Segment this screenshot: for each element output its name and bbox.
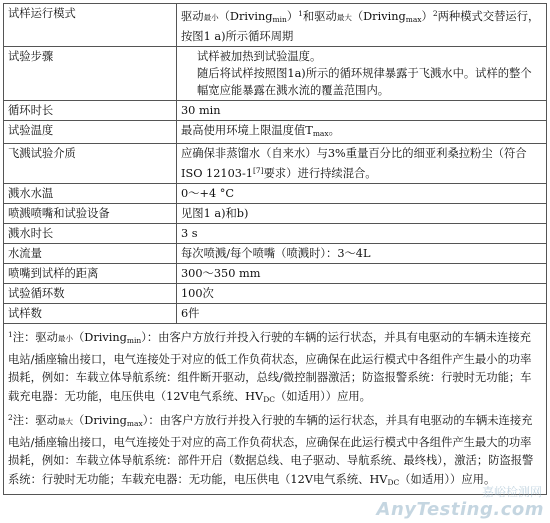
steps-p1: 试样被加热到试验温度。 [197, 50, 322, 63]
table-row [4, 101, 547, 121]
row-value: 100次 [177, 284, 547, 304]
footnotes [4, 324, 547, 495]
footnote-1: $^1$注：驱动最小（Driving$_{min}$）：由客户方放行并投入行驶的车辆的运行状态，并具有电驱动的车辆未连接充电站/插座输出接口，电气连接处于对应的低工作负荷状态，应确保在此运行模式中各组件产生最小的功率损耗，例如：车载立体导航系统：组件断开驱动，总线/微控制器激活；防盗报警系统：行驶时无功能；车载充电器：无功能，电压供电（12V电气系统、$HV_{DC}$（如适用））应用。 [8, 330, 532, 404]
watermark-cn: 嘉峪检测网 [481, 485, 542, 499]
test-parameter-table [3, 3, 547, 495]
row-value: 3 s [177, 224, 547, 244]
watermark-logo: AnyTesting.com [376, 499, 544, 520]
table-row [4, 324, 547, 495]
row-key: 试样运行模式 [4, 4, 177, 47]
row-value: 每次喷溅/每个喷嘴（喷溅时）：3～4L [177, 244, 547, 264]
row-key: 喷溅喷嘴和试验设备 [4, 204, 177, 224]
row-key: 循环时长 [4, 101, 177, 121]
row-key: 水流量 [4, 244, 177, 264]
row-value-mode: 驱动最小（Driving$_{min}$）$^1$和驱动最大（Driving$_{max}$）$^2$两种模式交替运行，按图1 a)所示循环周期 [177, 4, 547, 47]
row-key: 溅水时长 [4, 224, 177, 244]
row-value-temperature: 最高使用环境上限温度值$T_{max}$。 [177, 121, 547, 144]
row-key: 飞溅试验介质 [4, 144, 177, 184]
row-key: 试验步骤 [4, 47, 177, 101]
row-value-medium: 应确保非蒸馏水（自来水）与3%重量百分比的细亚利桑拉粉尘（符合ISO 12103-1[7]要求）进行持续混合。 [177, 144, 547, 184]
row-value: 0～+4 °C [177, 184, 547, 204]
table-row [4, 184, 547, 204]
steps-p2: 随后将试样按照图1a)所示的循环规律暴露于飞溅水中。试样的整个幅宽应能暴露在溅水流的覆盖范围内。 [197, 67, 532, 97]
row-key: 喷嘴到试样的距离 [4, 264, 177, 284]
table-row [4, 224, 547, 244]
table-row [4, 4, 547, 47]
table-row [4, 144, 547, 184]
table-row [4, 204, 547, 224]
table-row [4, 121, 547, 144]
row-value: 30 min [177, 101, 547, 121]
row-value: 见图1 a)和b) [177, 204, 547, 224]
row-key: 试验温度 [4, 121, 177, 144]
footnote-2: $^2$注：驱动最大（Driving$_{max}$）：由客户方放行并投入行驶的车辆的运行状态，并具有电驱动的车辆未连接充电站/插座输出接口，电气连接处于对应的高工作负荷状态，应确保在此运行模式中各组件产生最大的功率损耗，例如：车载立体导航系统：部件开启（数据总线、电子驱动、导航系统、最终栈），激活；防盗报警系统：行驶时无功能；车载充电器：无功能，电压供电（12V电气系统、$HV_{DC}$（如适用））应用。 [8, 413, 534, 487]
row-value: 6件 [177, 304, 547, 324]
row-value: 300～350 mm [177, 264, 547, 284]
row-key: 试验循环数 [4, 284, 177, 304]
table-row [4, 47, 547, 101]
table-row [4, 304, 547, 324]
table-row [4, 264, 547, 284]
table-row [4, 244, 547, 264]
row-key: 试样数 [4, 304, 177, 324]
row-value-steps [177, 47, 547, 101]
row-key: 溅水水温 [4, 184, 177, 204]
table-row [4, 284, 547, 304]
